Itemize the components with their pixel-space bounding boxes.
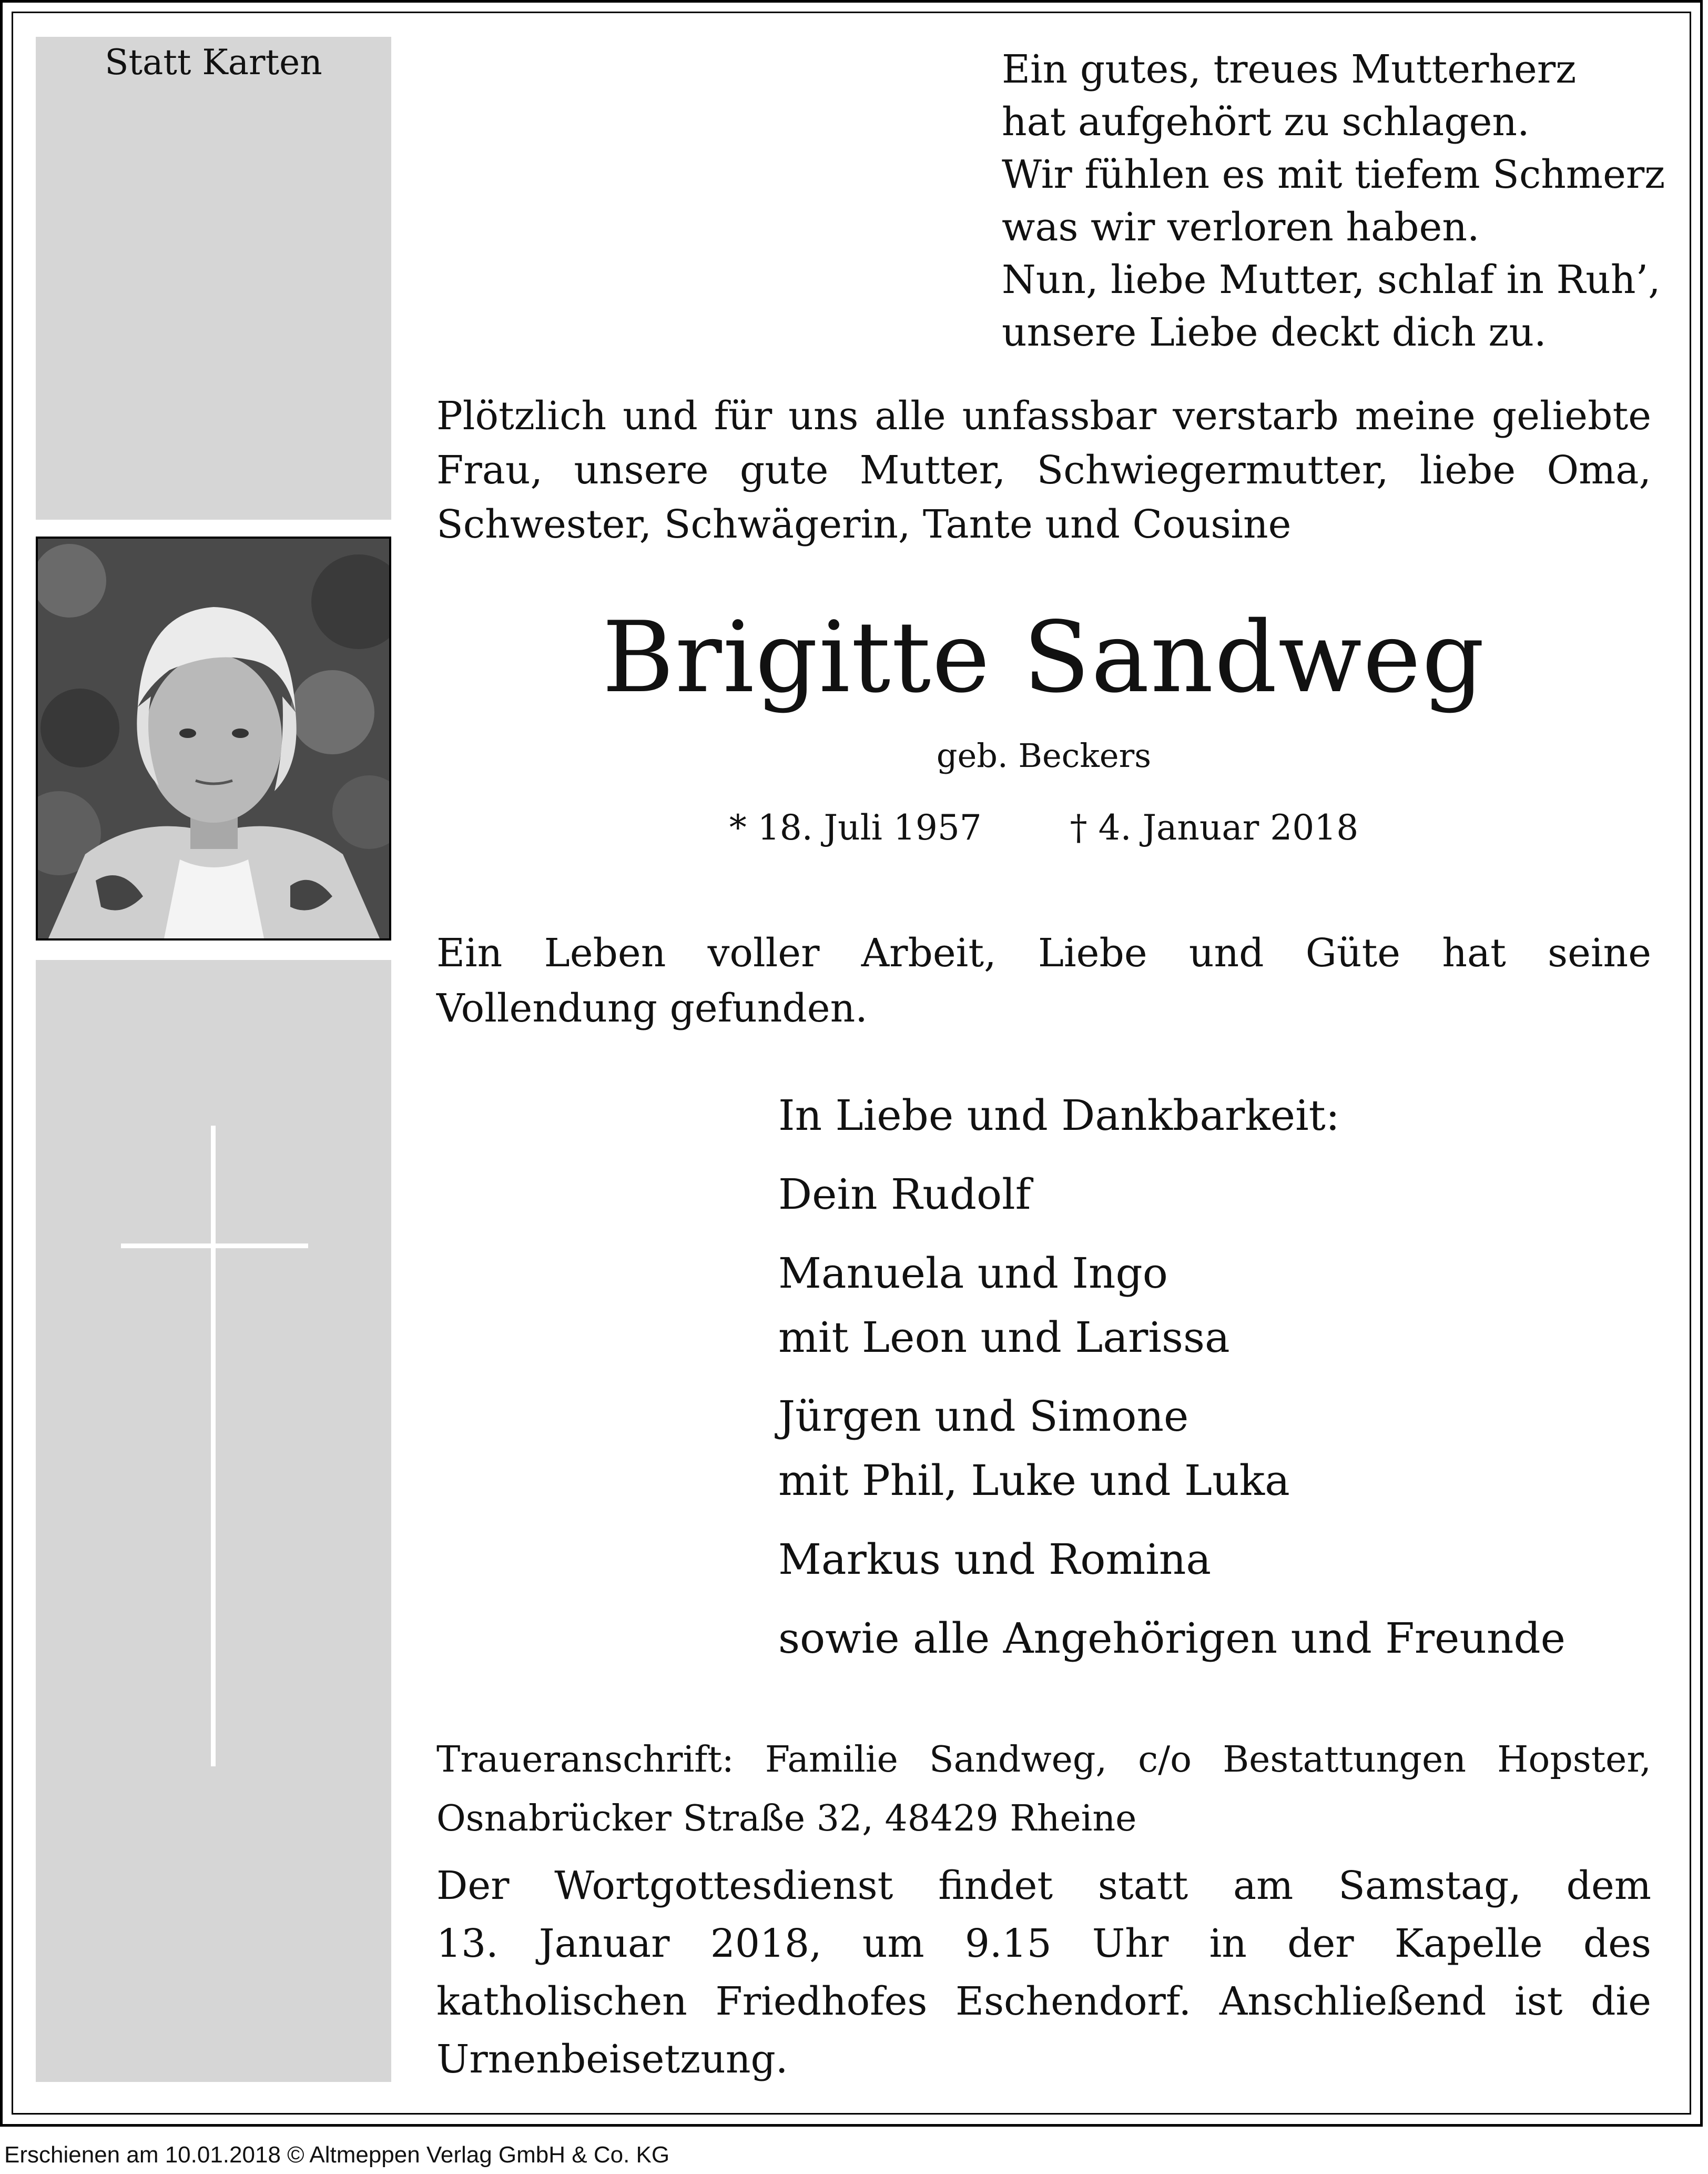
verse-line: was wir verloren haben. (1002, 205, 1480, 250)
address-line: Osnabrücker Straße 32, 48429 Rheine (436, 1798, 1137, 1839)
poem-verse (1002, 43, 1665, 359)
service-line: katholischen Friedhofes Eschendorf. Anschließend ist die (436, 1979, 1651, 2024)
family-line: sowie alle Angehörigen und Freunde (778, 1614, 1565, 1663)
portrait-image (38, 539, 389, 938)
tribute-line: Vollendung gefunden. (436, 986, 868, 1031)
family-group (778, 1528, 1565, 1592)
publication-footer: Erschienen am 10.01.2018 © Altmeppen Verlag GmbH & Co. KG (4, 2142, 670, 2168)
service-line: 13. Januar 2018, um 9.15 Uhr in der Kapelle des (436, 1921, 1651, 1966)
death-date: † 4. Januar 2018 (1070, 807, 1359, 848)
intro-line: Plötzlich und für uns alle unfassbar verstarb meine geliebte (436, 393, 1651, 439)
address-line: Traueranschrift: Familie Sandweg, c/o Bestattungen Hopster, (436, 1739, 1651, 1781)
verse-line: Nun, liebe Mutter, schlaf in Ruh’, (1002, 257, 1661, 302)
portrait-photo (36, 537, 391, 941)
cross-icon (211, 1126, 216, 1766)
service-line: Urnenbeisetzung. (436, 2037, 788, 2082)
family-line: mit Phil, Luke und Luka (778, 1456, 1290, 1505)
service-line: Der Wortgottesdienst findet statt am Samstag, dem (436, 1863, 1651, 1908)
family-group (778, 1384, 1565, 1513)
mourning-address (436, 1731, 1651, 1848)
tribute-line: Ein Leben voller Arbeit, Liebe und Güte hat seine (436, 931, 1651, 976)
life-dates (436, 807, 1651, 848)
verse-line: Ein gutes, treues Mutterherz (1002, 47, 1577, 92)
family-group (778, 1606, 1565, 1671)
verse-line: unsere Liebe deckt dich zu. (1002, 310, 1547, 355)
statt-karten-label: Statt Karten (105, 42, 322, 83)
verse-line: Wir fühlen es mit tiefem Schmerz (1002, 152, 1665, 197)
family-group (778, 1162, 1565, 1227)
tribute-text (436, 926, 1651, 1036)
service-info (436, 1857, 1651, 2088)
family-group (778, 1241, 1565, 1370)
intro-text (436, 389, 1651, 552)
intro-line: Schwester, Schwägerin, Tante und Cousine (436, 502, 1292, 547)
family-line: Jürgen und Simone (778, 1392, 1189, 1441)
deceased-name: Brigitte Sandweg (602, 600, 1486, 714)
verse-line: hat aufgehört zu schlagen. (1002, 99, 1530, 145)
family-signatures (778, 1084, 1565, 1685)
intro-line: Frau, unsere gute Mutter, Schwiegermutter, liebe Oma, (436, 448, 1651, 493)
family-line: Dein Rudolf (778, 1170, 1031, 1219)
birth-date: * 18. Juli 1957 (729, 807, 982, 848)
family-heading: In Liebe und Dankbarkeit: (778, 1091, 1340, 1140)
grey-panel-top (36, 37, 391, 520)
family-line: Markus und Romina (778, 1535, 1212, 1584)
family-line: mit Leon und Larissa (778, 1313, 1230, 1362)
birth-name: geb. Beckers (936, 736, 1152, 775)
family-line: Manuela und Ingo (778, 1249, 1168, 1298)
cross-icon-bar (121, 1243, 308, 1248)
